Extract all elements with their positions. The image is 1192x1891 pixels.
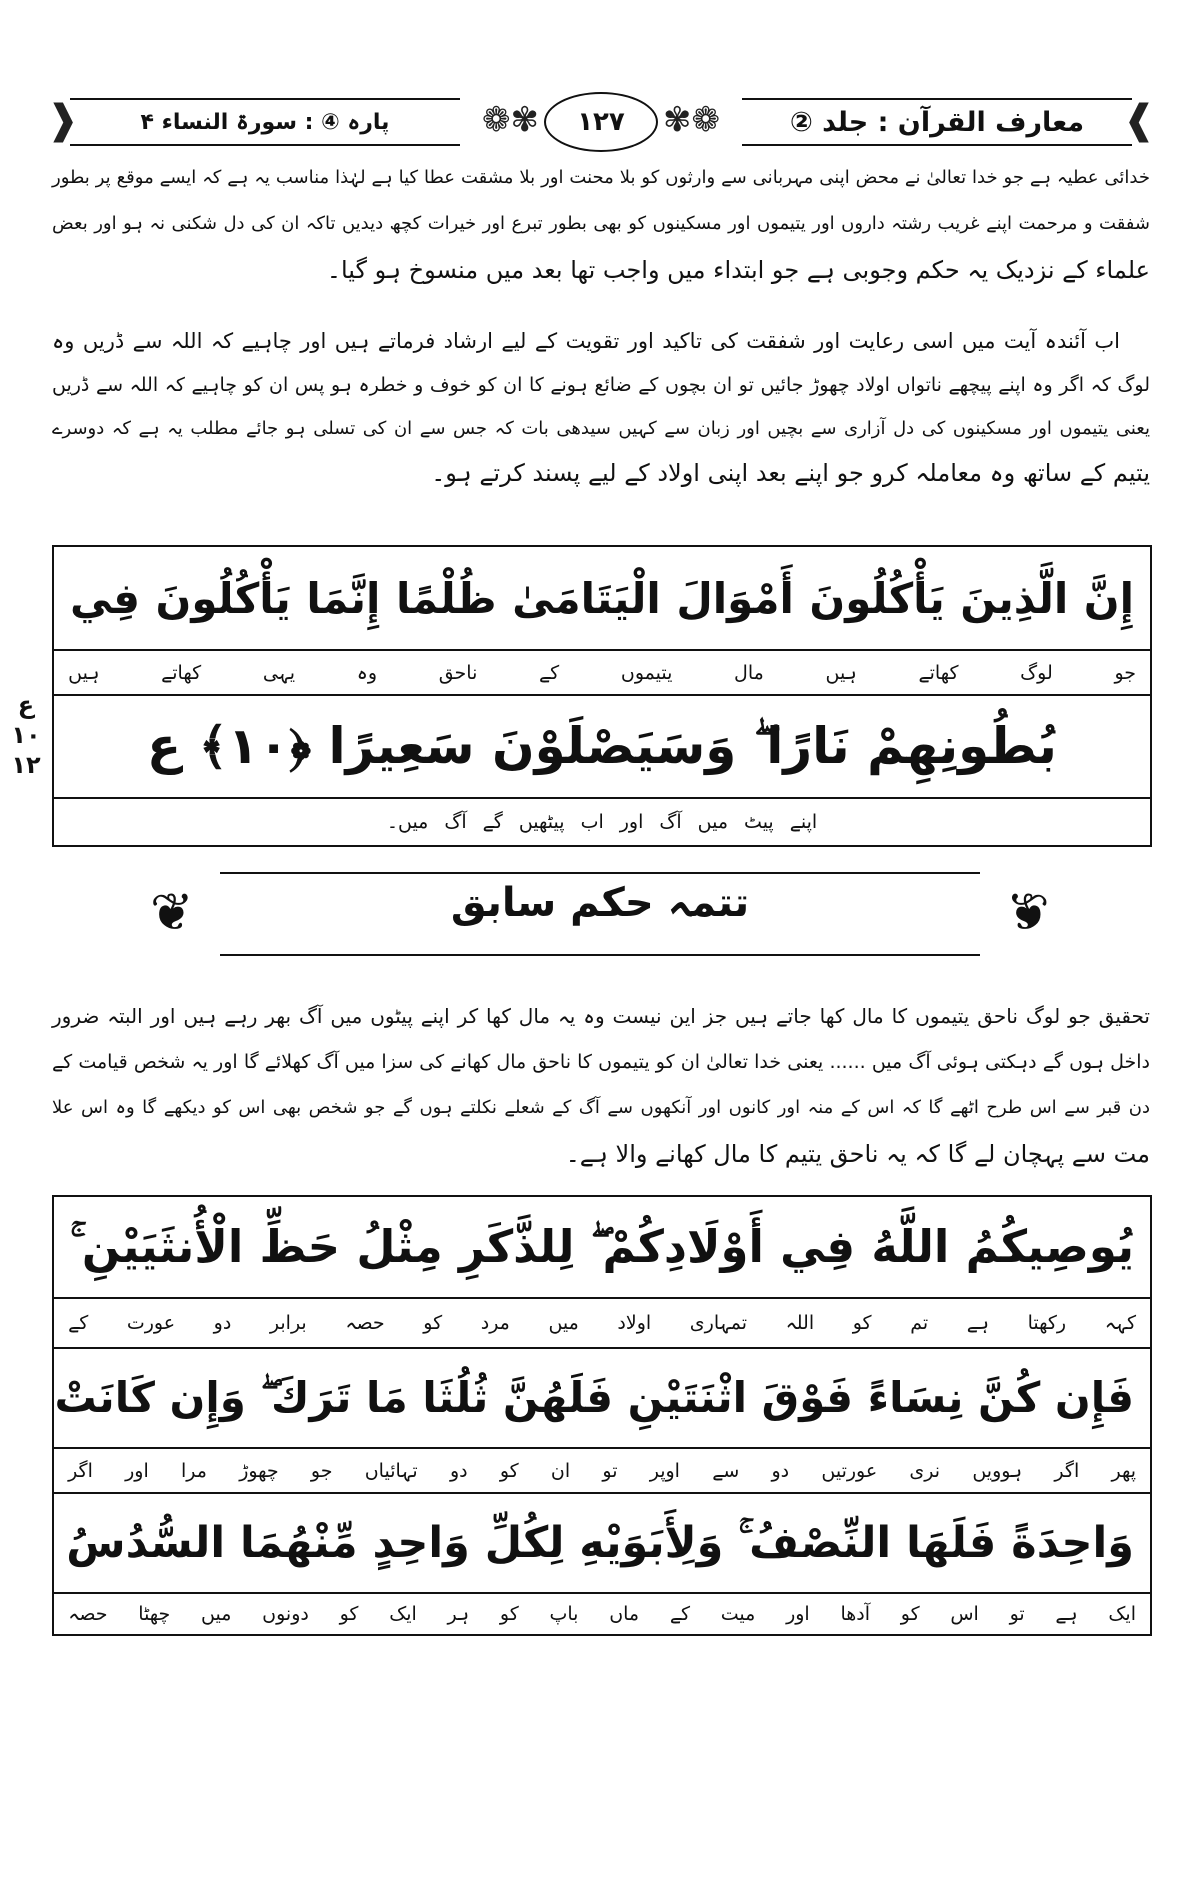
header-ornament-icon: ❱	[46, 97, 80, 143]
translation-word: عورتیں	[821, 1459, 878, 1482]
word-translation-row	[54, 799, 1150, 845]
translation-word: ہے	[1055, 1603, 1078, 1625]
translation-word: ہوویں	[972, 1459, 1023, 1482]
translation-word: اب	[580, 811, 604, 833]
page-number: ۱۲۷	[544, 92, 658, 152]
translation-word: وہ	[356, 661, 378, 684]
word-translation-row	[54, 1449, 1150, 1494]
translation-word: کے	[539, 661, 560, 684]
translation-word: مال	[734, 661, 764, 684]
text-line: تحقیق جو لوگ ناحق یتیموں کا مال کھا جاتے ہیں جز این نیست وہ یہ مال کھا کر اپنے پیٹوں میں آگ بھر رہے ہیں اور البتہ ضرور	[52, 1004, 1150, 1028]
translation-word: پیٹ	[744, 811, 774, 833]
ayah-text: وَاحِدَةً فَلَهَا النِّصْفُ ۚ وَلِأَبَوَيْهِ لِكُلِّ وَاحِدٍ مِّنْهُمَا السُّدُسُ	[66, 1518, 1134, 1568]
translation-word: ہے	[966, 1312, 989, 1334]
divider	[220, 954, 980, 956]
ayah-box-2	[52, 1195, 1152, 1636]
text-line: یتیم کے ساتھ وہ معاملہ کرو جو اپنے بعد اپنی اولاد کے لیے پسند کرتے ہو۔	[431, 459, 1150, 487]
translation-word: اس	[950, 1603, 979, 1625]
translation-word: اللہ	[785, 1312, 815, 1334]
translation-word: تو	[1009, 1603, 1025, 1625]
word-translation-row	[54, 1594, 1150, 1634]
translation-word: آگ	[659, 811, 682, 833]
translation-word: جو	[1114, 661, 1136, 684]
header-ornament-icon: ❰	[1122, 97, 1156, 143]
translation-word: نری	[909, 1459, 941, 1482]
ayah-text: يُوصِيكُمُ اللَّهُ فِي أَوْلَادِكُمْ ۖ لِلذَّكَرِ مِثْلُ حَظِّ الْأُنثَيَيْنِ ۚ	[70, 1220, 1134, 1273]
translation-word: کھاتے	[918, 661, 959, 684]
ayah-arabic-line	[54, 1494, 1150, 1594]
translation-word: کے	[68, 1312, 89, 1334]
translation-word: ہیں	[68, 661, 100, 684]
section-heading: تتمہ حکم سابق	[450, 880, 750, 926]
translation-word: یتیموں	[620, 661, 673, 684]
ayah-text: فَإِن كُنَّ نِسَاءً فَوْقَ اثْنَتَيْنِ فَلَهُنَّ ثُلُثَا مَا تَرَكَ ۖ وَإِن كَانَتْ	[54, 1373, 1134, 1422]
text-line: یعنی یتیموں اور مسکینوں کی دل آزاری سے بچیں اور زبان سے کہیں سیدھی بات کہ جس سے ان کی تسلی ہو جائے مطلب یہ ہے کہ دوسرے	[52, 418, 1150, 439]
translation-word: کے	[669, 1603, 691, 1625]
translation-word: چھوڑ	[239, 1459, 279, 1482]
translation-word: اگر	[68, 1459, 93, 1482]
floral-flourish-icon: ❦	[1006, 883, 1050, 943]
translation-word: کو	[423, 1312, 443, 1334]
translation-word: اور	[125, 1459, 149, 1482]
text-line: شفقت و مرحمت اپنے غریب رشتہ داروں اور یتیموں اور مسکینوں کو بھی بطور تبرع اور خیرات کچھ دیدیں تاکہ ان کی دل شکنی نہ ہو اور بعض	[52, 213, 1150, 234]
translation-word: اور	[786, 1603, 810, 1625]
translation-word: یہی	[262, 661, 296, 684]
translation-word: پیٹھیں	[518, 811, 565, 833]
text-line: دن قبر سے اس طرح اٹھے گا کہ اس کے منہ اور کانوں اور آنکھوں سے آگ کے شعلے نکلتے ہوں گے جو شخص بھی اس کو دیکھے گا وہ اس علا	[52, 1097, 1150, 1118]
translation-word: کو	[339, 1603, 359, 1625]
translation-word: چھٹا	[138, 1603, 171, 1625]
ayah-text: بُطُونِهِمْ نَارًا ۖ وَسَيَصْلَوْنَ سَعِيرًا ﴿١٠﴾ ع	[147, 717, 1057, 775]
text-line: خدائی عطیہ ہے جو خدا تعالیٰ نے محض اپنی مہربانی سے وارثوں کو بلا محنت اور بلا مشقت عطا کیا ہے لہٰذا مناسب یہ ہے کہ ایسے موقع پر بطور	[52, 167, 1150, 188]
translation-word: اپنے	[789, 811, 818, 833]
translation-word: مرا	[181, 1459, 207, 1482]
translation-word: ماں	[609, 1603, 640, 1625]
translation-word: ہر	[447, 1603, 470, 1625]
translation-word: آدھا	[840, 1603, 871, 1625]
margin-note	[6, 690, 46, 780]
translation-word: جو	[310, 1459, 333, 1482]
translation-word: کو	[499, 1459, 519, 1482]
translation-word: کو	[900, 1603, 920, 1625]
translation-word: حصہ	[345, 1312, 385, 1334]
divider	[220, 872, 980, 874]
translation-word: باپ	[549, 1603, 579, 1625]
ruku-number: ۱۲	[11, 751, 41, 779]
translation-word: عورت	[126, 1312, 176, 1334]
translation-word: ان	[550, 1459, 571, 1482]
translation-word: تہائیاں	[364, 1459, 418, 1482]
text-line: اب آئندہ آیت میں اسی رعایت اور شفقت کی تاکید اور تقویت کے لیے ارشاد فرماتے ہیں اور چاہیے کہ اللہ سے ڈریں وہ	[52, 329, 1120, 353]
translation-word: تم	[910, 1312, 929, 1334]
translation-word: دو	[213, 1312, 232, 1334]
translation-word: گے	[482, 811, 503, 833]
translation-word: دو	[449, 1459, 468, 1482]
text-line: علماء کے نزدیک یہ حکم وجوبی ہے جو ابتداء میں واجب تھا بعد میں منسوخ ہو گیا۔	[326, 256, 1150, 284]
book-title: معارف القرآن : جلد ②	[742, 98, 1132, 146]
word-translation-row	[54, 651, 1150, 696]
ayah-arabic-line	[54, 696, 1150, 799]
translation-word: تو	[602, 1459, 618, 1482]
translation-word: ایک	[1108, 1603, 1136, 1625]
floral-ornament-icon: ❁✾	[482, 100, 539, 140]
translation-word: اور	[619, 811, 644, 833]
ayah-arabic-line	[54, 547, 1150, 651]
text-line: داخل ہوں گے دہکتی ہوئی آگ میں ...... یعنی خدا تعالیٰ ان کو یتیموں کا ناحق مال کھانے کی سزا میں آگ کھلائے گا اور یہ شخص قیامت کے	[52, 1051, 1150, 1073]
translation-word: کو	[499, 1603, 519, 1625]
translation-word: سے	[712, 1459, 740, 1482]
translation-word: لوگ	[1020, 661, 1053, 684]
section-heading-frame	[150, 868, 1050, 960]
word-translation-row	[54, 1299, 1150, 1349]
translation-word: میں	[548, 1312, 579, 1334]
translation-word: مرد	[480, 1312, 510, 1334]
translation-word: اگر	[1054, 1459, 1080, 1482]
translation-word: حصہ	[68, 1603, 108, 1625]
floral-ornament-icon: ✾❁	[663, 100, 720, 140]
section-label: پارہ ④ : سورۃ النساء ۴	[70, 98, 460, 146]
translation-word: میں	[201, 1603, 232, 1625]
translation-word: میت	[720, 1603, 756, 1625]
ayah-arabic-line	[54, 1349, 1150, 1449]
translation-word: اوپر	[649, 1459, 680, 1482]
translation-word: رکھتا	[1027, 1312, 1067, 1334]
ayah-box-1	[52, 545, 1152, 847]
translation-word: دو	[771, 1459, 790, 1482]
translation-word: پھر	[1111, 1459, 1136, 1482]
running-header	[46, 92, 1156, 150]
translation-word: ایک	[389, 1603, 417, 1625]
translation-word: آگ	[444, 811, 467, 833]
translation-word: برابر	[269, 1312, 307, 1334]
translation-word: دونوں	[262, 1603, 309, 1625]
floral-flourish-icon: ❦	[150, 883, 194, 943]
translation-word: میں۔	[386, 811, 429, 833]
ruku-mark: ع ۱۰	[11, 691, 41, 749]
ayah-text: إِنَّ الَّذِينَ يَأْكُلُونَ أَمْوَالَ الْيَتَامَىٰ ظُلْمًا إِنَّمَا يَأْكُلُونَ فِي	[70, 573, 1134, 623]
translation-word: ناحق	[438, 661, 478, 684]
translation-word: ہیں	[825, 661, 857, 684]
text-line: لوگ کہ اگر وہ اپنے پیچھے ناتواں اولاد چھوڑ جائیں تو ان بچوں کے ضائع ہونے کا ان کو خوف و خطرہ ہو پس ان کو چاہیے کہ اللہ سے ڈریں	[52, 374, 1150, 396]
ayah-arabic-line	[54, 1197, 1150, 1299]
translation-word: اولاد	[617, 1312, 652, 1334]
text-line: مت سے پہچان لے گا کہ یہ ناحق یتیم کا مال کھانے والا ہے۔	[565, 1140, 1150, 1168]
translation-word: کھاتے	[161, 661, 202, 684]
translation-word: میں	[697, 811, 729, 833]
translation-word: تمہاری	[689, 1312, 748, 1334]
translation-word: کہہ	[1104, 1312, 1136, 1334]
translation-word: کو	[852, 1312, 872, 1334]
